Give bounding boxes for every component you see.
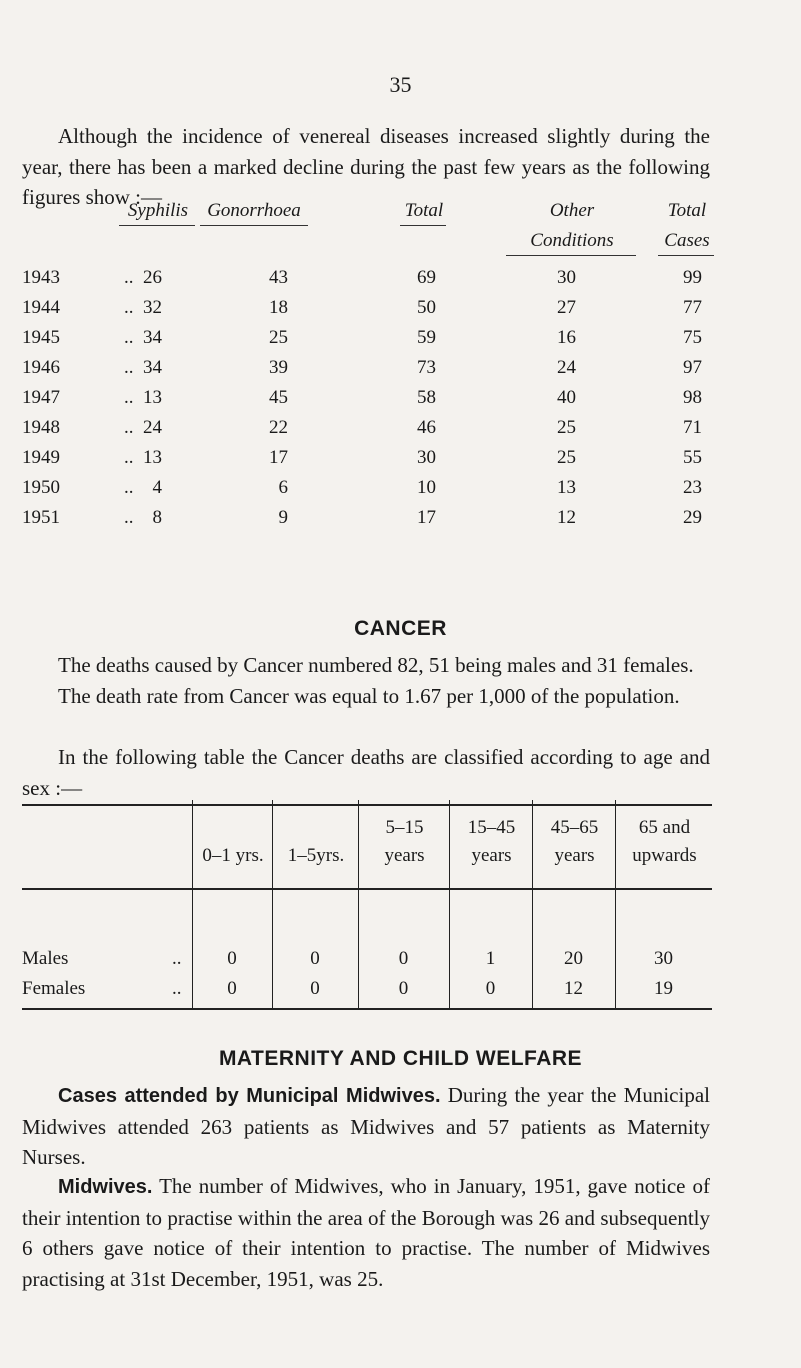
gonorrhoea-cell: 17 — [269, 447, 288, 468]
other-cell: 30 — [557, 267, 576, 288]
gonorrhoea-cell: 43 — [269, 267, 288, 288]
cancer-paragraph-1: The deaths caused by Cancer numbered 82, 51 being males and 31 females. — [58, 653, 694, 677]
total-cell: 59 — [417, 327, 436, 348]
row-label-females: Females — [22, 978, 86, 999]
col-head-5-15-years: years — [384, 845, 425, 866]
syphilis-cell: 32 — [143, 297, 162, 318]
total-cell: 50 — [417, 297, 436, 318]
males-65-up: 30 — [654, 948, 673, 969]
gonorrhoea-cell: 9 — [278, 507, 288, 528]
other-cell: 40 — [557, 387, 576, 408]
gonorrhoea-cell: 6 — [278, 477, 288, 498]
year-cell: 1947 — [22, 387, 60, 408]
leader-dots: .. — [172, 948, 182, 969]
other-cell: 24 — [557, 357, 576, 378]
year-cell: 1949 — [22, 447, 60, 468]
col-head-45-65-years: years — [554, 845, 595, 866]
col-head-65-upwards: upwards — [632, 845, 697, 866]
total-cases-cell: 29 — [683, 507, 702, 528]
maternity-title: MATERNITY AND CHILD WELFARE — [218, 1047, 583, 1070]
syphilis-cell: 13 — [143, 447, 162, 468]
col-head-45-65: 45–65 — [550, 817, 599, 838]
other-cell: 25 — [557, 417, 576, 438]
header-rule-other — [506, 255, 636, 256]
header-syphilis: Syphilis — [127, 200, 189, 221]
females-1-5: 0 — [310, 978, 320, 999]
females-65-up: 19 — [654, 978, 673, 999]
syphilis-cell: 34 — [143, 327, 162, 348]
year-cell: 1950 — [22, 477, 60, 498]
table-row — [22, 477, 710, 507]
col-head-0-1-yrs: 0–1 yrs. — [202, 845, 264, 866]
total-cell: 30 — [417, 447, 436, 468]
header-rule-gonorrhoea — [200, 225, 308, 226]
table-bottom-rule — [22, 1008, 712, 1010]
total-cell: 46 — [417, 417, 436, 438]
year-cell: 1945 — [22, 327, 60, 348]
leader-dots: .. — [124, 477, 134, 498]
leader-dots: .. — [124, 267, 134, 288]
paragraph-2-heading: Midwives. — [58, 1176, 153, 1198]
table-row — [22, 297, 710, 327]
leader-dots: .. — [124, 327, 134, 348]
gonorrhoea-cell: 22 — [269, 417, 288, 438]
year-cell: 1946 — [22, 357, 60, 378]
header-other-line2: Conditions — [530, 230, 614, 251]
year-cell: 1951 — [22, 507, 60, 528]
header-rule-total-cases — [658, 255, 714, 256]
col-head-15-45-years: years — [471, 845, 512, 866]
cancer-paragraph-2: The death rate from Cancer was equal to 1.67 per 1,000 of the population. — [58, 684, 680, 708]
males-5-15: 0 — [398, 948, 409, 969]
intro-paragraph: Although the incidence of venereal diseases increased slightly during the year, there has been a marked decline during the past few years as the following figures show :— — [22, 124, 710, 209]
col-head-15-45: 15–45 — [467, 817, 516, 838]
cancer-deaths-table — [22, 800, 712, 1012]
table-top-rule — [22, 804, 712, 806]
cancer-paragraph-3: In the following table the Cancer deaths are classified according to age and sex :— — [22, 745, 710, 800]
syphilis-cell: 34 — [143, 357, 162, 378]
other-cell: 13 — [557, 477, 576, 498]
header-total: Total — [404, 200, 444, 221]
table-row — [22, 327, 710, 357]
table-row — [22, 507, 710, 537]
total-cases-cell: 99 — [683, 267, 702, 288]
males-1-5: 0 — [310, 948, 320, 969]
total-cases-cell: 55 — [683, 447, 702, 468]
leader-dots: .. — [124, 357, 134, 378]
row-label-males: Males — [22, 948, 69, 969]
cancer-title: CANCER — [354, 617, 447, 640]
gonorrhoea-cell: 45 — [269, 387, 288, 408]
leader-dots: .. — [124, 387, 134, 408]
females-0-1: 0 — [227, 978, 237, 999]
col-head-5-15: 5–15 — [385, 817, 424, 838]
total-cases-cell: 23 — [683, 477, 702, 498]
syphilis-cell: 4 — [152, 477, 162, 498]
total-cases-cell: 97 — [683, 357, 702, 378]
table-row — [22, 387, 710, 417]
females-45-65: 12 — [564, 978, 583, 999]
header-gonorrhoea: Gonorrhoea — [207, 200, 301, 221]
page-number: 35 — [389, 72, 412, 97]
year-cell: 1948 — [22, 417, 60, 438]
total-cases-cell: 98 — [683, 387, 702, 408]
total-cases-cell: 71 — [683, 417, 702, 438]
col-head-1-5-yrs: 1–5yrs. — [287, 845, 345, 866]
other-cell: 16 — [557, 327, 576, 348]
males-0-1: 0 — [227, 948, 237, 969]
gonorrhoea-cell: 25 — [269, 327, 288, 348]
females-15-45: 0 — [485, 978, 496, 999]
leader-dots: .. — [124, 447, 134, 468]
syphilis-cell: 8 — [152, 507, 162, 528]
maternity-paragraph-2 — [22, 1171, 710, 1294]
total-cases-cell: 77 — [683, 297, 702, 318]
header-rule-syphilis — [119, 225, 195, 226]
males-15-45: 1 — [485, 948, 496, 969]
total-cell: 69 — [417, 267, 436, 288]
table-row — [22, 447, 710, 477]
paragraph-1-body: During the year the Municipal Midwives attended 263 patients as Midwives and 57 patients as Maternity Nurses. — [22, 1083, 710, 1169]
header-total-cases: Total — [667, 200, 707, 221]
gonorrhoea-cell: 18 — [269, 297, 288, 318]
header-total-cases-line2: Cases — [664, 230, 710, 251]
table-header-rule — [22, 888, 712, 890]
paragraph-2-body: The number of Midwives, who in January, 1951, gave notice of their intention to practise within the area of the Borough was 26 and subsequently 6 others gave notice of their intention to practise. The number of Midwives practising at 31st December, 1951, was 25. — [22, 1174, 710, 1291]
leader-dots: .. — [124, 297, 134, 318]
table-row — [22, 417, 710, 447]
year-cell: 1944 — [22, 297, 60, 318]
gonorrhoea-cell: 39 — [269, 357, 288, 378]
paragraph-1-heading: Cases attended by Municipal Midwives. — [58, 1085, 441, 1107]
header-other: Other — [549, 200, 595, 221]
other-cell: 27 — [557, 297, 576, 318]
other-cell: 25 — [557, 447, 576, 468]
females-5-15: 0 — [398, 978, 409, 999]
other-cell: 12 — [557, 507, 576, 528]
year-cell: 1943 — [22, 267, 60, 288]
syphilis-cell: 13 — [143, 387, 162, 408]
maternity-paragraph-1 — [22, 1080, 710, 1173]
total-cell: 10 — [417, 477, 436, 498]
total-cell: 73 — [417, 357, 436, 378]
syphilis-cell: 26 — [143, 267, 162, 288]
col-head-65-and: 65 and — [638, 817, 691, 838]
leader-dots: .. — [124, 507, 134, 528]
syphilis-cell: 24 — [143, 417, 162, 438]
total-cases-cell: 75 — [683, 327, 702, 348]
leader-dots: .. — [124, 417, 134, 438]
table-row — [22, 357, 710, 387]
total-cell: 17 — [417, 507, 436, 528]
table-row — [22, 267, 710, 297]
males-45-65: 20 — [564, 948, 583, 969]
header-rule-total — [400, 225, 446, 226]
leader-dots: .. — [172, 978, 182, 999]
total-cell: 58 — [417, 387, 436, 408]
